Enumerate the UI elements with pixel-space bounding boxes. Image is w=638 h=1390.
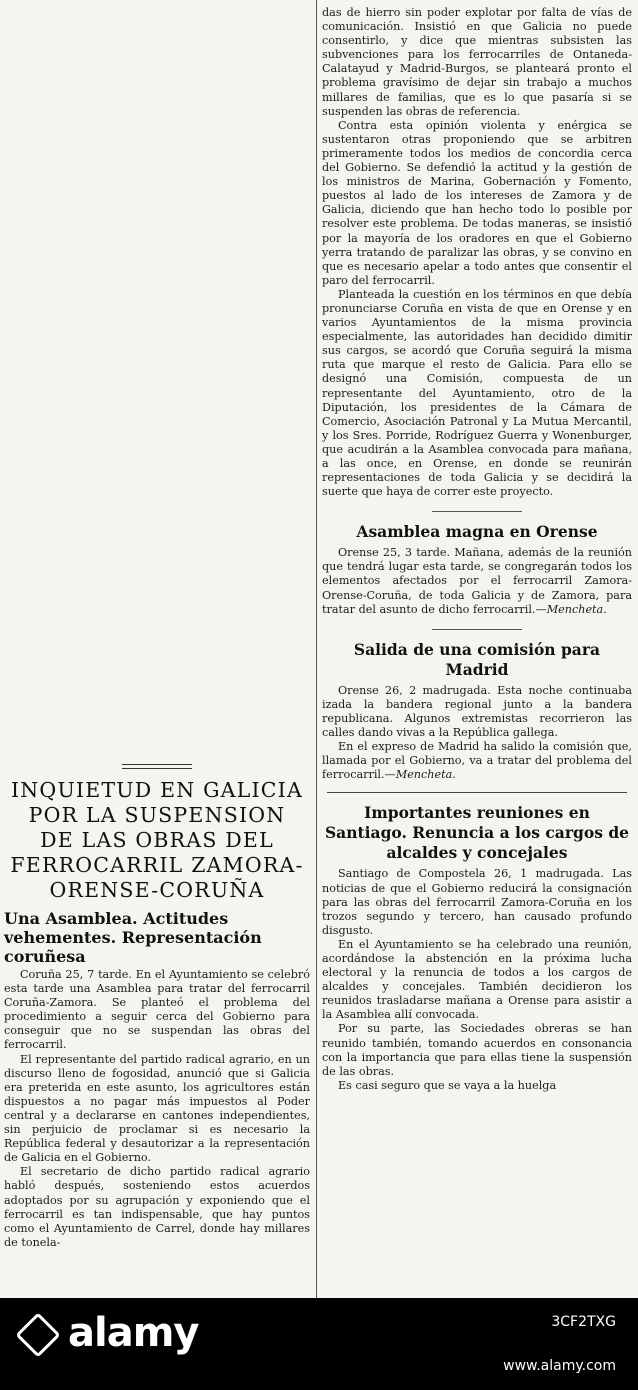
main-headline: INQUIETUD EN GALICIA POR LA SUSPENSION DE LAS OBRAS DEL FERROCARRIL ZAMORA-ORENSE-CORUÑA (10, 778, 304, 902)
alamy-logo: alamy (22, 1310, 198, 1356)
section-heading-santiago: Importantes reuniones en Santiago. Renuncia a los cargos de alcaldes y concejales (324, 803, 630, 863)
article-paragraph: El secretario de dicho partido radical agrario habló después, sosteniendo estos acuerdos adoptados por su agrupación y exponiendo que el ferrocarril es tan indispensable, que hay puntos como el Ayuntamiento de Carrel, donde hay millares de tonela- (4, 1165, 310, 1249)
section-rule (432, 629, 522, 630)
article-paragraph: Es casi seguro que se vaya a la huelga (338, 1078, 557, 1092)
article-paragraph: Orense 26, 2 madrugada. Esta noche continuaba izada la bandera regional junto a la bandera republicana. Algunos extremistas recorrieron las calles dando vivas a la República gallega. (322, 683, 632, 740)
section-rule (432, 511, 522, 512)
watermark-bar (0, 1298, 638, 1390)
image-id: 3CF2TXG (551, 1314, 616, 1330)
section-heading-coruna: Una Asamblea. Actitudes vehementes. Representación coruñesa (4, 909, 262, 966)
article-paragraph: El representante del partido radical agrario, en un discurso lleno de fogosidad, anunció que si Galicia era preterida en este asunto, los agricultores están dispuestos a no pagar más impuestos al Poder central y a declararse en cantones independientes, sin perjuicio de proclamar si es necesario la República federal y desautorizar a la representación de Galicia en el Gobierno. (4, 1052, 310, 1165)
ornament-divider (4, 762, 310, 770)
watermark-url: www.alamy.com (503, 1358, 616, 1374)
section-heading-madrid: Salida de una comisión para Madrid (353, 639, 601, 679)
left-column (4, 762, 310, 1250)
byline: Mencheta. (395, 768, 456, 782)
article-continuation: das de hierro sin poder explotar por falta de vías de comunicación. Insistió en que Galicia no puede consentirlo, y dice que mientras subsisten las subvenciones para los ferrocarriles de Ontaneda-Calatayud y Madrid-Burgos, se planteará pronto el problema gravísimo de dejar sin trabajo a muchos millares de familias, que es lo que pasaría si se suspenden las obras de referencia. (322, 6, 632, 118)
article-paragraph: Contra esta opinión violenta y enérgica se sustentaron otras proponiendo que se arbitren primeramente todos los medios de concordia cerca del Gobierno. Se defendió la actitud y la gestión de los ministros de Marina, Gobernación y Fomento, puestos al lado de los intereses de Zamora y de Galicia, diciendo que han hecho todo lo posible por resolver este problema. De todas maneras, se insistió por la mayoría de los oradores en que el Gobierno yerra tratando de paralizar las obras, y se convino en que es necesario apelar a todo antes que consentir el paro del ferrocarril. (322, 118, 632, 287)
alamy-logo-icon (15, 1312, 60, 1357)
article-paragraph: Planteada la cuestión en los términos en que debía pronunciarse Coruña en vista de que en Orense y en varios Ayuntamientos de la misma provincia especialmente, las autoridades han decidido dimitir sus cargos, se acordó que Coruña seguirá la misma ruta que marque el resto de Galicia. Para ello se designó una Comisión, compuesta de un representante del Ayuntamiento, otro de la Diputación, los presidentes de la Cámara de Comercio, Asociación Patronal y La Mutua Mercantil, y los Sres. Porride, Rodríguez Guerra y Wonenburger, que acudirán a la Asamblea convocada para mañana, a las once, en Orense, en donde se reunirán representaciones de toda Galicia y se decidirá la suerte que haya de correr este proyecto. (322, 287, 632, 499)
article-paragraph: Santiago de Compostela 26, 1 madrugada. Las noticias de que el Gobierno reducirá la consignación para las obras del ferrocarril Zamora-Coruña en los trozos segundo y tercero, han causado profundo disgusto. (322, 867, 632, 937)
article-paragraph: En el Ayuntamiento se ha celebrado una reunión, acordándose la abstención en la próxima lucha electoral y la renuncia de todos a los cargos de alcaldes y concejales. También decidieron los reunidos trasladarse mañana a Orense para asistir a la Asamblea allí convocada. (322, 937, 632, 1022)
byline: Mencheta. (546, 602, 607, 616)
article-paragraph: Orense 25, 3 tarde. Mañana, además de la reunión que tendrá lugar esta tarde, se congregarán todos los elementos afectados por el ferrocarril Zamora-Orense-Coruña, de toda Galicia y de Zamora, para tratar del asunto de dicho ferrocarril.—Mencheta. (322, 546, 632, 616)
article-paragraph: Por su parte, las Sociedades obreras se han reunido también, tomando acuerdos en consonancia con la importancia que para ellas tiene la suspensión de las obras. (322, 1022, 632, 1078)
column-divider (316, 0, 317, 1298)
right-column (322, 6, 632, 1093)
article-paragraph: En el expreso de Madrid ha salido la comisión que, llamada por el Gobierno, va a tratar del problema del ferrocarril.—Mencheta. (322, 740, 632, 782)
article-paragraph: Coruña 25, 7 tarde. En el Ayuntamiento se celebró esta tarde una Asamblea para tratar del ferrocarril Coruña-Zamora. Se planteó el problema del procedimiento a seguir cerca del Gobierno para conseguir que no se suspendan las obras del ferrocarril. (4, 968, 310, 1052)
section-heading-orense: Asamblea magna en Orense (356, 522, 598, 542)
section-rule (327, 792, 627, 793)
